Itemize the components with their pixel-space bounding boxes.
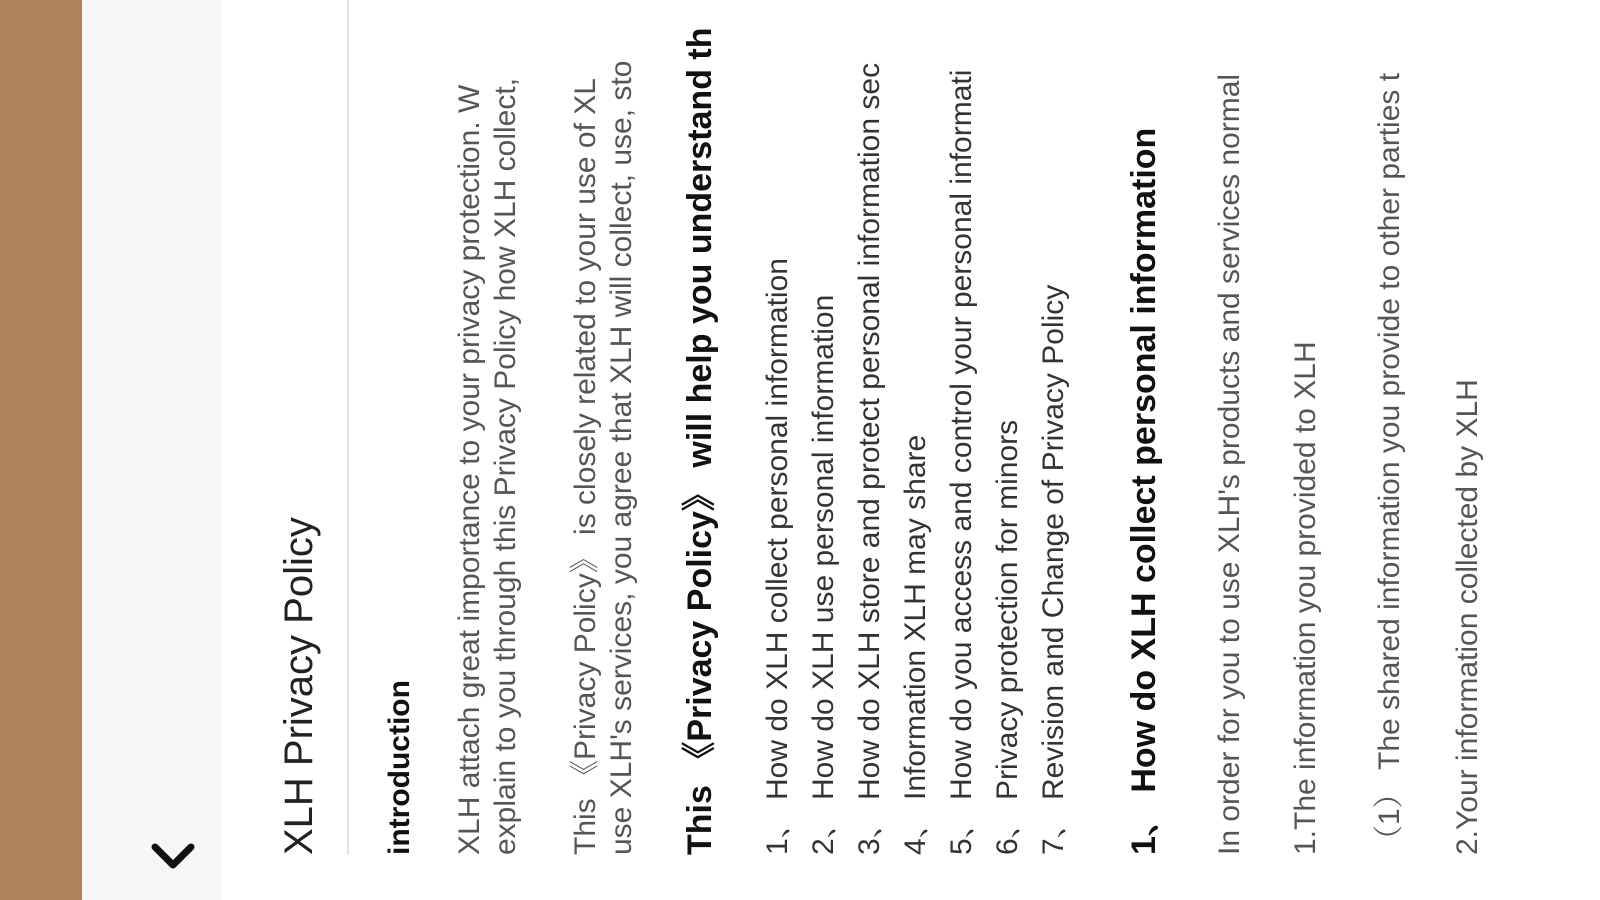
policy-paragraph-line1: This 《Privacy Policy》 is closely related to your use of XL (569, 78, 602, 855)
toc-item[interactable]: 1、 How do XLH collect personal information (761, 258, 794, 855)
section1-heading: 1、 How do XLH collect personal information (1125, 127, 1163, 855)
sub-heading-2: 2.Your information collected by XLH (1451, 379, 1484, 855)
section1-paragraph: In order for you to use XLH's products and services normal (1213, 73, 1246, 855)
policy-content (222, 0, 1600, 900)
intro-paragraph-line1: XLH attach great importance to your privacy protection. W (453, 84, 486, 855)
intro-heading: introduction (383, 680, 416, 855)
back-button[interactable] (150, 838, 196, 874)
title-divider (347, 0, 349, 855)
policy-paragraph-line2: use XLH's services, you agree that XLH will collect, use, sto (605, 60, 638, 855)
toc-item[interactable]: 6、 Privacy protection for minors (991, 419, 1024, 855)
app-header (82, 0, 222, 900)
toc-item[interactable]: 3、 How do XLH store and protect personal information sec (853, 62, 886, 855)
sub-heading-1: 1.The information you provided to XLH (1289, 341, 1322, 855)
toc-item[interactable]: 2、 How do XLH use personal information (807, 294, 840, 855)
accent-bar (0, 0, 82, 900)
chevron-down-icon (151, 841, 195, 871)
sub-item-1: （1） The shared information you provide to other parties t (1373, 72, 1406, 855)
toc-item[interactable]: 5、 How do you access and control your personal informati (945, 69, 978, 855)
toc-item[interactable]: 4、 Information XLH may share (899, 434, 932, 855)
help-heading: This 《Privacy Policy》 will help you understand th (681, 27, 719, 855)
toc-item[interactable]: 7、 Revision and Change of Privacy Policy (1037, 284, 1070, 855)
page-title: XLH Privacy Policy (277, 517, 321, 855)
intro-paragraph-line2: explain to you through this Privacy Policy how XLH collect, (489, 77, 522, 855)
